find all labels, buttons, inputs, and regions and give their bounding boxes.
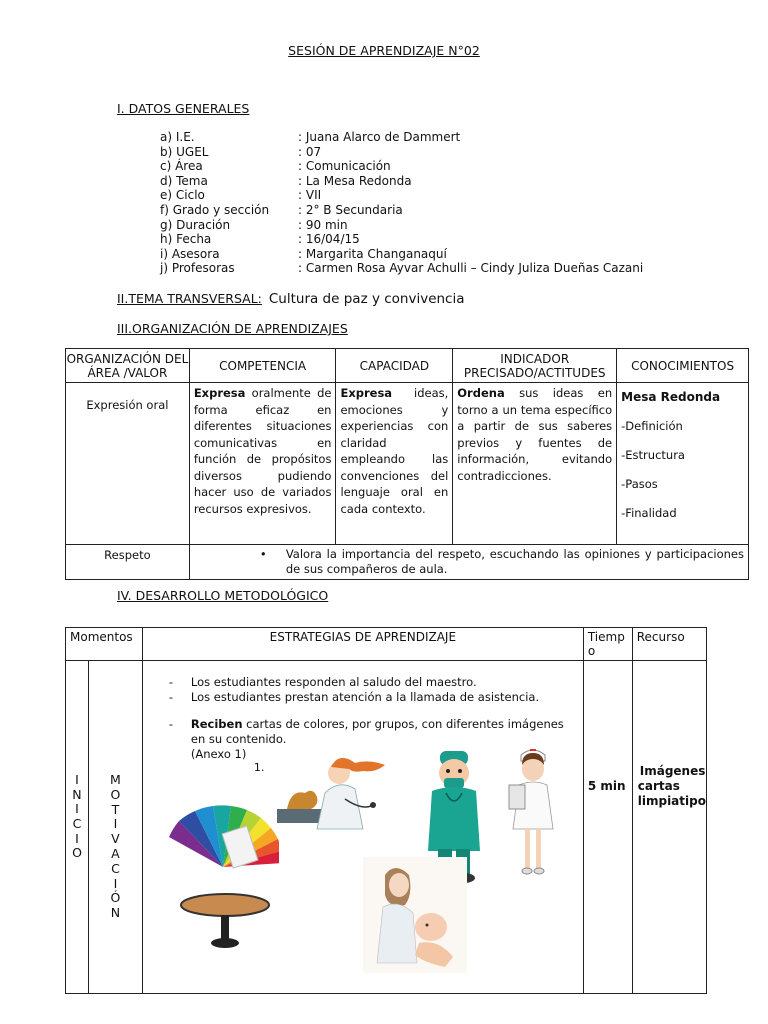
cell-estrategias (142, 661, 583, 994)
capacidad-verb: Expresa (340, 386, 393, 400)
datos-label: b) UGEL (160, 144, 209, 159)
recurso-item: Imágenes (639, 764, 706, 778)
vet-illustration (277, 755, 395, 837)
datos-value: : VII (298, 188, 322, 203)
datos-value: : 07 (298, 144, 322, 159)
desarrollo-table (65, 627, 707, 994)
letter: I (75, 830, 79, 846)
datos-value: : La Mesa Redonda (298, 173, 412, 188)
conocimientos-item: -Finalidad (621, 506, 677, 520)
letter: O (72, 845, 82, 861)
estrategias-list (169, 675, 573, 747)
tema-transversal-value: Cultura de paz y convivencia (268, 291, 465, 307)
datos-value: : Carmen Rosa Ayvar Achulli – Cindy Juliza Dueñas Cazani (298, 261, 644, 276)
nurse-illustration (505, 745, 561, 885)
indicador-verb: Ordena (457, 386, 505, 400)
cell-organizacion (66, 383, 190, 545)
bullet-icon: • (259, 547, 267, 561)
section-datos-generales-heading: I. DATOS GENERALES (117, 101, 250, 116)
reciben-verb: Reciben (190, 717, 243, 731)
datos-value: : Juana Alarco de Dammert (298, 130, 461, 144)
letter: C (111, 860, 120, 876)
cell-conocimientos (617, 383, 749, 545)
col-estrategias: ESTRATEGIAS DE APRENDIZAJE (142, 628, 583, 661)
col-indicador: INDICADOR PRECISADO/ACTITUDES (453, 349, 617, 383)
conocimientos-item: -Definición (621, 419, 683, 433)
letter: A (111, 846, 120, 861)
actitud-text: Valora la importancia del respeto, escuchando las opiniones y participaciones de sus compañeros de aula. (285, 547, 744, 576)
indicador-text: sus ideas en torno a un tema específico a partir de sus saberes previos y fuentes de información, evitando contradicciones. (457, 386, 613, 483)
section-desarrollo-heading: IV. DESARROLLO METODOLÓGICO (117, 588, 329, 603)
datos-label: d) Tema (160, 173, 208, 188)
table-row (66, 383, 749, 545)
col-tiempo: Tiemp o (583, 628, 632, 661)
conocimientos-item: -Pasos (621, 477, 658, 491)
letter: N (110, 905, 121, 921)
col-competencia: COMPETENCIA (189, 349, 336, 383)
letter: V (111, 831, 120, 847)
capacidad-text: ideas, emociones y experiencias con claridad empleando las convenciones del lenguaje oral en cada contexto. (340, 386, 449, 516)
table-row (66, 661, 707, 994)
datos-label: i) Asesora (160, 246, 220, 261)
letter: I (113, 875, 118, 891)
datos-value: : 90 min (298, 217, 348, 232)
valor-text: Respeto (104, 548, 151, 562)
page-title: SESIÓN DE APRENDIZAJE N°02 (288, 43, 480, 58)
letter: T (111, 801, 120, 817)
tema-transversal-heading: II.TEMA TRANSVERSAL: (117, 291, 262, 306)
datos-value: : Margarita Changanaquí (298, 246, 447, 261)
list-number-fragment: 1. (253, 761, 265, 774)
letter: O (110, 786, 121, 802)
organizacion-table (65, 348, 749, 580)
cell-capacidad (336, 383, 453, 545)
anexo-label: (Anexo 1) (190, 747, 247, 761)
section-organizacion-heading: III.ORGANIZACIÓN DE APRENDIZAJES (117, 321, 348, 336)
col-momentos: Momentos (66, 628, 143, 661)
col-organizacion: ORGANIZACIÓN DEL ÁREA /VALOR (66, 349, 190, 383)
conocimientos-title: Mesa Redonda (621, 390, 721, 404)
round-table-illustration (177, 891, 273, 953)
list-item: - Los estudiantes responden al saludo del maestro. (169, 675, 573, 690)
datos-value: : 2° B Secundaria (298, 203, 403, 217)
datos-label: c) Área (160, 159, 203, 174)
cell-indicador (453, 383, 617, 545)
cell-competencia (189, 383, 336, 545)
section-tema-transversal (117, 291, 465, 307)
table-header-row (66, 628, 707, 661)
list-item (169, 717, 573, 747)
competencia-verb: Expresa (193, 386, 246, 400)
org-text: Expresión oral (86, 398, 169, 412)
letter: I (75, 801, 79, 817)
table-row (66, 545, 749, 580)
col-conocimientos: CONOCIMIENTOS (617, 349, 749, 383)
letter: M (110, 772, 121, 788)
recurso-item: cartas (637, 779, 680, 793)
cell-submomento (88, 661, 142, 994)
datos-label: e) Ciclo (160, 188, 205, 203)
conocimientos-item: -Estructura (621, 448, 685, 462)
table-header-row (66, 349, 749, 383)
col-capacidad: CAPACIDAD (336, 349, 453, 383)
tiempo-value: 5 min (587, 779, 626, 793)
letter: N (72, 786, 82, 802)
momento-vertical-label (66, 773, 88, 861)
list-item: - Los estudiantes prestan atención a la llamada de asistencia. (169, 690, 573, 705)
cell-momento (66, 661, 89, 994)
datos-label: h) Fecha (160, 232, 212, 247)
cell-tiempo (583, 661, 632, 994)
color-fan-image (167, 779, 279, 875)
reciben-text: cartas de colores, por grupos, con diferentes imágenes en su contenido. (190, 717, 564, 746)
motivacion-vertical-label (89, 773, 142, 921)
letter: Ó (110, 890, 121, 906)
cell-valor (66, 545, 190, 580)
col-recurso: Recurso (632, 628, 706, 661)
letter: I (113, 816, 118, 832)
mother-baby-illustration (363, 857, 467, 973)
cell-recurso (632, 661, 706, 994)
datos-label: a) I.E. (160, 130, 195, 144)
letter: I (75, 772, 79, 788)
competencia-text: oralmente de forma eficaz en diferentes situaciones comunicativas en función de propósitos diversos pudiendo hacer uso de variados recursos expresivos. (193, 386, 332, 516)
datos-value: : Comunicación (298, 159, 391, 174)
datos-value: : 16/04/15 (298, 232, 360, 247)
recurso-item: limpiatipo (637, 794, 706, 808)
letter: C (72, 816, 82, 831)
datos-label: f) Grado y sección (160, 203, 270, 217)
datos-label: g) Duración (160, 217, 231, 232)
cell-actitud (189, 545, 748, 580)
datos-label: j) Profesoras (160, 261, 235, 276)
